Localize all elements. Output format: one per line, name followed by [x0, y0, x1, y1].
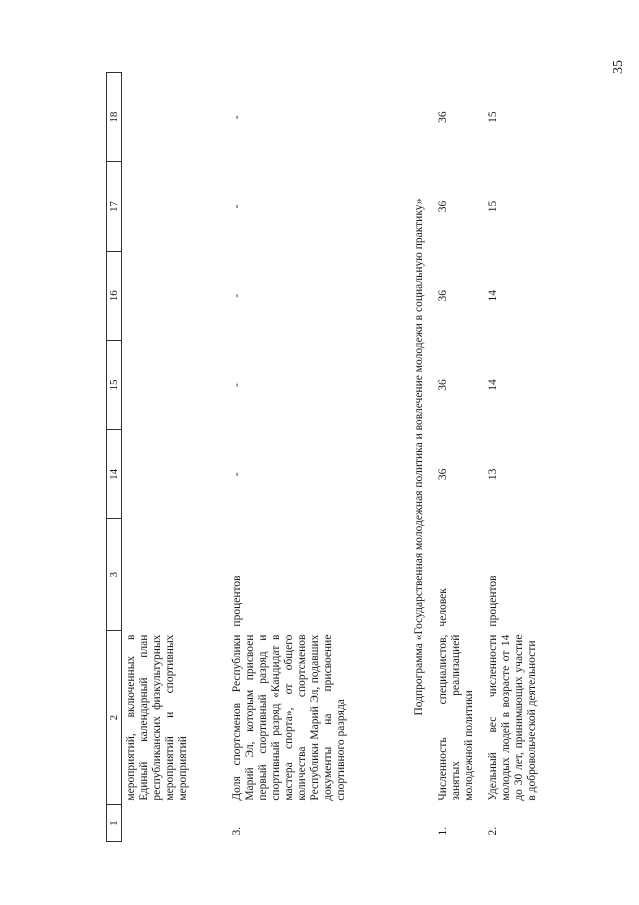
- table-row: [434, 73, 484, 842]
- header-col-14: 14: [107, 430, 122, 519]
- row-value-18: 36: [436, 111, 449, 123]
- row-number: 1.: [436, 826, 449, 836]
- table-header: [107, 73, 122, 842]
- header-col-15: 15: [107, 340, 122, 429]
- table-row: [484, 73, 554, 842]
- row-unit: процентов: [230, 575, 243, 627]
- row-unit: человек: [436, 588, 449, 627]
- row-indicator: Доля спортсменов Республики Марий Эл, которым присвоен первый спортивный разряд и спортивный разряд «Кандидат в мастера спорта», от общего количества спортсменов Республики Марий Эл, подавших документы на присвоение спортивного разряда: [230, 634, 347, 801]
- row-indicator: Удельный вес численности молодых людей в возрасте от 14 до 30 лет, принимающих участие в добровольческой деятельности: [486, 634, 538, 801]
- header-col-2: 2: [107, 631, 122, 805]
- header-col-18: 18: [107, 73, 122, 162]
- row-value-15: 14: [486, 379, 499, 391]
- table-row: [228, 73, 403, 842]
- page-number: 35: [611, 60, 626, 74]
- row-value-18: 15: [486, 111, 499, 123]
- section-row: [403, 73, 434, 842]
- header-col-1: 1: [107, 805, 122, 842]
- row-value-17: 15: [486, 200, 499, 213]
- row-value-17: 36: [436, 200, 449, 213]
- row-value-14: 36: [436, 468, 449, 481]
- header-col-16: 16: [107, 251, 122, 340]
- row-value-14: -: [230, 472, 243, 477]
- row-value-16: 36: [436, 290, 449, 302]
- header-col-3: 3: [107, 519, 122, 631]
- row-unit: процентов: [486, 575, 499, 627]
- row-number: 3.: [230, 826, 243, 836]
- indicators-table: [106, 72, 554, 842]
- row-number: 2.: [486, 826, 499, 836]
- section-title: Подпрограмма «Государственная молодежная политика и вовлечение молодежи в социальную практику»: [412, 198, 425, 716]
- row-value-15: -: [230, 383, 243, 387]
- table-row-continuation: [122, 73, 202, 842]
- indicators-table-sheet: [106, 72, 538, 842]
- row-value-14: 13: [486, 468, 499, 481]
- row-value-17: -: [230, 204, 243, 209]
- row-value-15: 36: [436, 379, 449, 391]
- row-indicator: Численность специалистов, занятых реализацией молодежной политики: [436, 634, 475, 801]
- row-value-16: 14: [486, 290, 499, 302]
- row-value-18: -: [230, 115, 243, 120]
- continuation-text: мероприятий, включенных в Единый календарный план республиканских физкультурных мероприятий и спортивных мероприятий: [125, 634, 189, 801]
- row-value-16: -: [230, 293, 243, 298]
- header-col-17: 17: [107, 162, 122, 251]
